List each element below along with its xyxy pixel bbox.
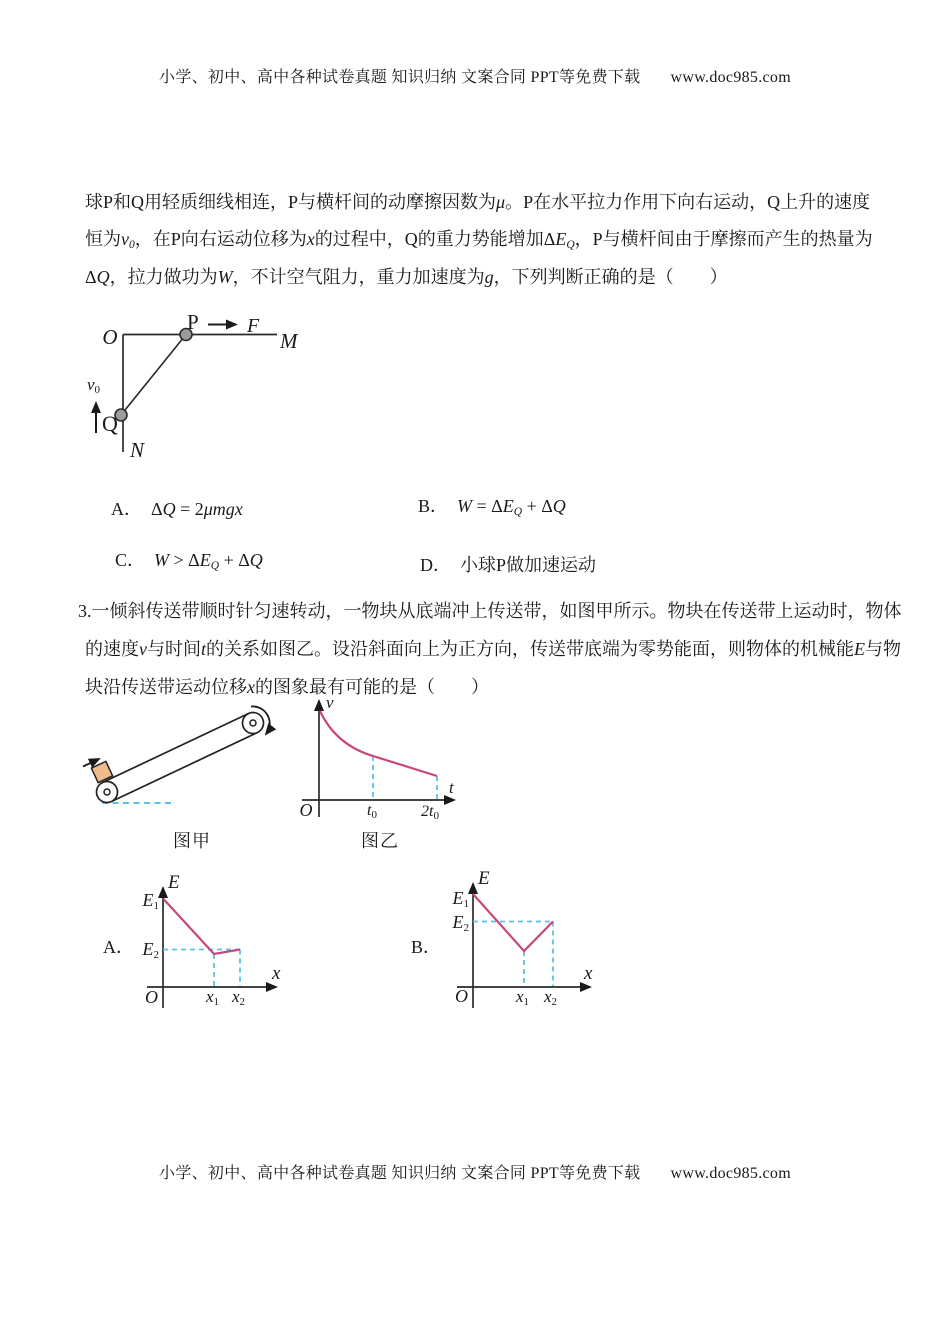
graph-a-x1-label: x1 bbox=[206, 987, 220, 1008]
header-url: www.doc985.com bbox=[670, 69, 791, 86]
option-b-label: B． bbox=[418, 496, 449, 516]
velocity-curve bbox=[320, 711, 437, 776]
label-q: Q bbox=[102, 411, 118, 436]
graph-a bbox=[125, 870, 300, 1015]
label-f: F bbox=[247, 315, 260, 337]
label-m: M bbox=[280, 329, 298, 353]
graph-b bbox=[440, 865, 610, 1015]
vt-graph bbox=[295, 690, 475, 825]
option-a-formula: ΔQ = 2μmgx bbox=[151, 499, 243, 519]
graph-a-e2-label: E2 bbox=[142, 939, 159, 961]
graph-a-x-label: x bbox=[272, 963, 281, 984]
graph-a-energy-curve bbox=[164, 899, 241, 954]
option-a-label: A． bbox=[111, 499, 142, 519]
graph-b-x-label: x bbox=[584, 963, 593, 984]
graph-a-e1-label: E1 bbox=[142, 890, 159, 912]
page-footer bbox=[0, 1160, 950, 1183]
q2-stem-line-1: 球P和Q用轻质细线相连，P与横杆间的动摩擦因数为μ。P在水平拉力作用下向右运动，Q上升的速度 bbox=[85, 192, 871, 212]
footer-text: 小学、初中、高中各种试卷真题 知识归纳 文案合同 PPT等免费下载 bbox=[159, 1165, 641, 1182]
graph-b-energy-curve bbox=[473, 894, 553, 951]
figure-yi-caption: 图乙 bbox=[361, 831, 399, 851]
option-b-formula: W = ΔEQ + ΔQ bbox=[457, 496, 566, 518]
q2-option-c bbox=[115, 546, 263, 572]
q3-stem-line-2: 的速度v与时间t的关系如图乙。设沿斜面向上为正方向，传送带底端为零势能面，则物体的机械能E与物 bbox=[85, 639, 902, 659]
option-c-formula: W > ΔEQ + ΔQ bbox=[154, 550, 263, 572]
pulley-bottom-axle bbox=[104, 789, 110, 795]
graph-a-e-label: E bbox=[168, 872, 180, 893]
label-v0: v0 bbox=[87, 375, 101, 396]
conveyor-belt-figure bbox=[70, 690, 310, 825]
page-header bbox=[0, 64, 950, 87]
graph-b-x2-label: x2 bbox=[544, 987, 558, 1008]
graph-b-e2-label: E2 bbox=[452, 912, 469, 934]
q2-stem-line-2: 恒为v0，在P向右运动位移为x的过程中，Q的重力势能增加ΔEQ，P与横杆间由于摩擦而产生的热量为 bbox=[85, 229, 873, 251]
graph-a-x2-label: x2 bbox=[232, 987, 246, 1008]
graph-b-e1-label: E1 bbox=[452, 888, 469, 910]
q2-option-d bbox=[420, 551, 596, 577]
q2-option-b bbox=[418, 492, 566, 518]
graph-a-option-label: A． bbox=[103, 937, 134, 957]
q3-stem-line-3: 块沿传送带运动位移x的图象最有可能的是（ ） bbox=[85, 677, 489, 697]
pulley-top-axle bbox=[250, 720, 256, 726]
string-pq bbox=[121, 335, 186, 416]
graph-b-e-label: E bbox=[478, 868, 490, 889]
graph-b-origin-label: O bbox=[455, 986, 468, 1006]
option-c-label: C． bbox=[115, 550, 146, 570]
option-d-label: D． bbox=[420, 555, 451, 575]
vt-2t0-label: 2t0 bbox=[421, 803, 439, 822]
graph-a-origin-label: O bbox=[145, 987, 158, 1007]
label-o: O bbox=[102, 325, 118, 349]
rod-string-diagram bbox=[80, 300, 315, 470]
vt-t0-label: t0 bbox=[367, 802, 377, 821]
q3-stem-line-1: 3.一倾斜传送带顺时针匀速转动，一物块从底端冲上传送带，如图甲所示。物块在传送带上运动时，物体 bbox=[78, 601, 902, 621]
label-n: N bbox=[130, 438, 145, 462]
vt-t-label: t bbox=[449, 778, 454, 797]
header-text: 小学、初中、高中各种试卷真题 知识归纳 文案合同 PPT等免费下载 bbox=[159, 69, 641, 86]
graph-b-option-label: B． bbox=[411, 937, 442, 957]
option-d-formula: 小球P做加速运动 bbox=[460, 555, 597, 575]
label-p: P bbox=[187, 310, 199, 334]
q2-stem-line-3: ΔQ，拉力做功为W，不计空气阻力，重力加速度为g，下列判断正确的是（ ） bbox=[85, 267, 728, 287]
figure-jia-caption: 图甲 bbox=[173, 831, 211, 851]
q2-option-a bbox=[111, 495, 243, 521]
vt-v-label: v bbox=[326, 693, 334, 712]
graph-b-x1-label: x1 bbox=[516, 987, 530, 1008]
vt-origin-label: O bbox=[299, 800, 313, 820]
footer-url: www.doc985.com bbox=[670, 1165, 791, 1182]
